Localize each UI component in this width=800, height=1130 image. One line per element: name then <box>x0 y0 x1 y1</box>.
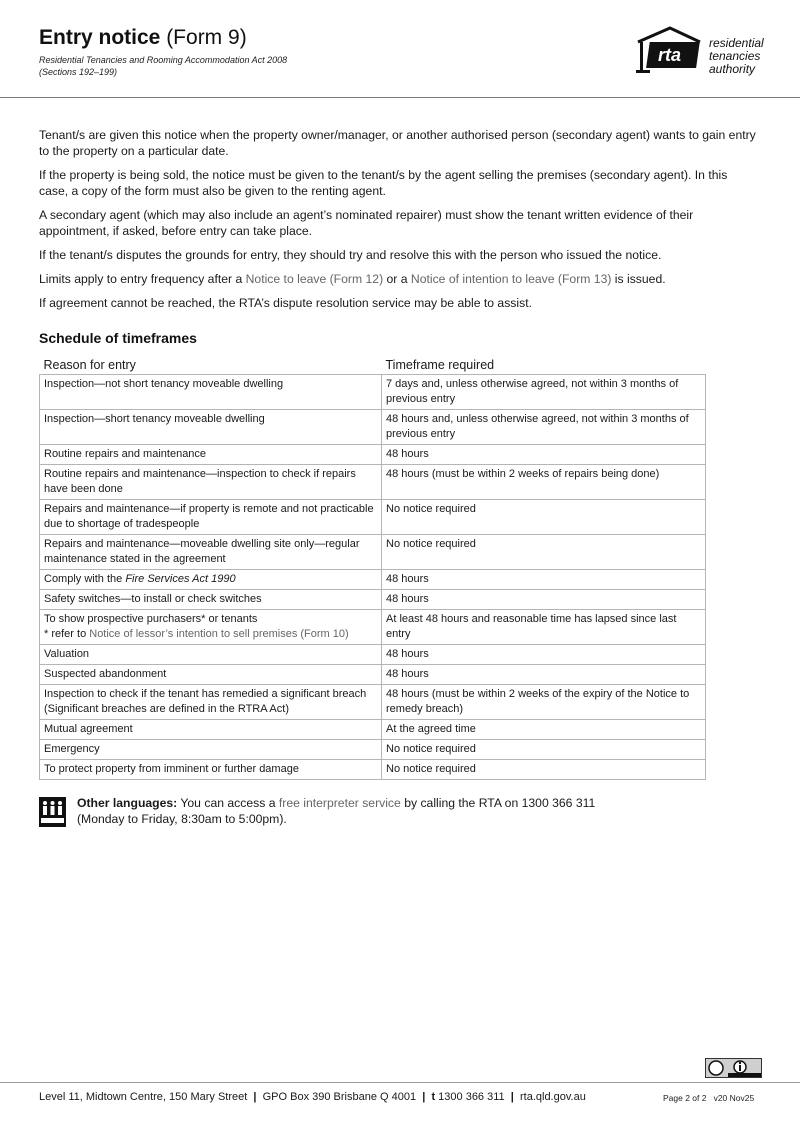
reason-cell: Routine repairs and maintenance—inspection to check if repairs have been done <box>40 465 382 500</box>
intro-paragraph: If the tenant/s disputes the grounds for entry, they should try and resolve this with the person who issued the notice. <box>39 248 662 262</box>
text-run: Limits apply to entry frequency after a <box>39 272 246 286</box>
other-languages-lead: Other languages: <box>77 796 178 810</box>
intro-paragraph: Tenant/s are given this notice when the property owner/manager, or another authorised person (secondary agent) wants to gain entry to the property on a particular date. <box>39 128 756 158</box>
text-line: (Monday to Friday, 8:30am to 5:00pm). <box>77 812 287 826</box>
timeframe-cell: 48 hours <box>382 590 706 610</box>
footnote <box>44 627 377 642</box>
table-row <box>40 590 706 610</box>
schedule-title: Schedule of timeframes <box>39 330 197 346</box>
footer-divider <box>0 1082 800 1083</box>
reason-cell: Valuation <box>40 645 382 665</box>
rta-logo <box>634 26 774 78</box>
footer-phone-label: t <box>431 1091 436 1103</box>
timeframe-cell: 48 hours and, unless otherwise agreed, not within 3 months of previous entry <box>382 410 706 445</box>
timeframe-cell: 48 hours (must be within 2 weeks of the expiry of the Notice to remedy breach) <box>382 685 706 720</box>
footer-po-box: GPO Box 390 Brisbane Q 4001 <box>262 1091 417 1103</box>
timeframe-cell: No notice required <box>382 760 706 780</box>
timeframe-cell: 7 days and, unless otherwise agreed, not within 3 months of previous entry <box>382 375 706 410</box>
logo-word-1: residential <box>709 36 764 50</box>
act-reference <box>39 54 287 78</box>
timeframe-cell: No notice required <box>382 740 706 760</box>
timeframe-cell: No notice required <box>382 535 706 570</box>
timeframe-cell: 48 hours <box>382 445 706 465</box>
reason-cell: Routine repairs and maintenance <box>40 445 382 465</box>
reason-cell: Emergency <box>40 740 382 760</box>
reason-cell: Safety switches—to install or check switches <box>40 590 382 610</box>
reason-cell: To protect property from imminent or further damage <box>40 760 382 780</box>
table-row <box>40 375 706 410</box>
text-run: by calling the RTA on 1300 366 311 <box>400 796 596 810</box>
page-header <box>0 0 800 98</box>
logo-word-2: tenancies <box>709 49 761 63</box>
intro-paragraph <box>39 271 759 287</box>
act-name: Residential Tenancies and Rooming Accommodation Act 2008 <box>39 55 288 65</box>
notice-to-leave-link[interactable]: Notice to leave (Form 12) <box>245 272 384 286</box>
reason-cell: Repairs and maintenance—if property is remote and not practicable due to shortage of tradespeople <box>40 500 382 535</box>
table-row <box>40 570 706 590</box>
footer-address: Level 11, Midtown Centre, 150 Mary Street <box>39 1091 248 1103</box>
reason-cell: Inspection—short tenancy moveable dwelling <box>40 410 382 445</box>
table-row <box>40 665 706 685</box>
reason-cell: Suspected abandonment <box>40 665 382 685</box>
footer-separator: | <box>419 1091 429 1103</box>
notice-of-intention-to-sell-link[interactable]: Notice of lessor’s intention to sell premises (Form 10) <box>89 628 349 640</box>
text-run: Comply with the <box>44 573 126 585</box>
intro-paragraph: A secondary agent (which may also include an agent’s nominated repairer) must show the tenant written evidence of their appointment, if asked, before entry can take place. <box>39 208 694 238</box>
reason-cell: Inspection to check if the tenant has remedied a significant breach (Significant breaches are defined in the RTRA Act) <box>40 685 382 720</box>
reason-cell <box>40 610 382 645</box>
title-bold: Entry notice <box>39 26 161 49</box>
table-row <box>40 645 706 665</box>
title-form-number: (Form 9) <box>160 26 247 49</box>
intro-paragraph: If agreement cannot be reached, the RTA’s dispute resolution service may be able to assist. <box>39 296 532 310</box>
table-row <box>40 445 706 465</box>
timeframe-cell: 48 hours <box>382 665 706 685</box>
timeframe-cell: 48 hours (must be within 2 weeks of repairs being done) <box>382 465 706 500</box>
table-header-row <box>40 356 706 375</box>
footer-phone: 1300 366 311 <box>438 1091 505 1103</box>
page-footer <box>39 1090 586 1104</box>
page-number <box>663 1093 754 1103</box>
timeframe-cell: 48 hours <box>382 570 706 590</box>
act-sections: (Sections 192–199) <box>39 67 118 77</box>
reason-cell: Inspection—not short tenancy moveable dwelling <box>40 375 382 410</box>
table-row <box>40 410 706 445</box>
table-row <box>40 740 706 760</box>
form-version: v20 Nov25 <box>713 1093 755 1103</box>
table-row <box>40 465 706 500</box>
rta-logo-wordmark <box>709 37 764 76</box>
logo-word-3: authority <box>709 62 756 76</box>
text-run: To show prospective purchasers* or tenants <box>44 613 258 625</box>
interpreter-icon <box>39 797 66 827</box>
text-run: * refer to <box>44 628 90 640</box>
table-row <box>40 720 706 740</box>
table-row <box>40 535 706 570</box>
footer-separator: | <box>250 1091 260 1103</box>
table-row <box>40 500 706 535</box>
table-row <box>40 685 706 720</box>
text-run: is issued. <box>611 272 666 286</box>
intro-text <box>39 127 759 319</box>
timeframe-cell: No notice required <box>382 500 706 535</box>
reason-cell <box>40 570 382 590</box>
page-count: Page 2 of 2 <box>663 1093 707 1103</box>
creative-commons-by-icon <box>705 1058 762 1078</box>
intro-paragraph: If the property is being sold, the notice must be given to the tenant/s by the agent selling the premises (secondary agent). In this case, a copy of the form must also be given to the renting agent. <box>39 168 728 198</box>
table-row <box>40 760 706 780</box>
column-header-timeframe: Timeframe required <box>385 358 495 372</box>
text-run: You can access a <box>177 796 279 810</box>
column-header-reason: Reason for entry <box>43 358 136 372</box>
reason-cell: Mutual agreement <box>40 720 382 740</box>
notice-of-intention-to-leave-link[interactable]: Notice of intention to leave (Form 13) <box>410 272 612 286</box>
footer-separator: | <box>507 1091 517 1103</box>
interpreter-service-link[interactable]: free interpreter service <box>278 796 401 810</box>
other-languages-text <box>77 795 757 827</box>
rta-logo-mark <box>634 26 706 78</box>
fire-services-act-title: Fire Services Act 1990 <box>125 573 236 585</box>
text-line <box>77 795 757 811</box>
timeframe-cell: At the agreed time <box>382 720 706 740</box>
page-title <box>39 26 247 50</box>
timeframe-cell: At least 48 hours and reasonable time has lapsed since last entry <box>382 610 706 645</box>
reason-cell: Repairs and maintenance—moveable dwelling site only—regular maintenance stated in the agreement <box>40 535 382 570</box>
schedule-table <box>39 356 706 780</box>
rta-logo-letters: rta <box>658 45 682 65</box>
footer-website[interactable]: rta.qld.gov.au <box>519 1091 586 1103</box>
timeframe-cell: 48 hours <box>382 645 706 665</box>
table-row <box>40 610 706 645</box>
text-run: or a <box>383 272 411 286</box>
